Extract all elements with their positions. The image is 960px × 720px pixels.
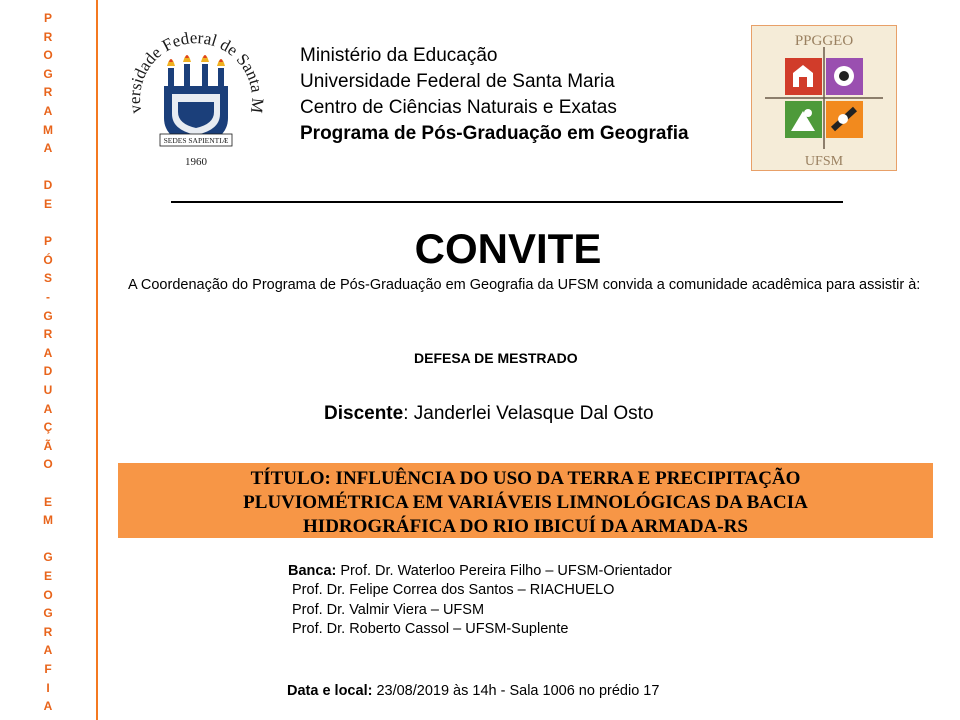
side-divider-line <box>96 0 98 720</box>
banner-letter: A <box>43 104 53 118</box>
committee-member: Prof. Dr. Waterloo Pereira Filho – UFSM-Orientador <box>336 563 672 579</box>
thesis-title-box <box>118 463 933 538</box>
thesis-title-line: TÍTULO: INFLUÊNCIA DO USO DA TERRA E PRECIPITAÇÃO <box>250 468 801 489</box>
committee <box>288 562 672 639</box>
committee-member: Prof. Dr. Valmir Viera – UFSM <box>292 601 485 618</box>
date-place-value: 23/08/2019 às 14h - Sala 1006 no prédio 17 <box>372 683 660 699</box>
banner-letter: P <box>43 11 52 25</box>
banner-letter: E <box>43 494 52 509</box>
committee-member: Prof. Dr. Felipe Correa dos Santos – RIACHUELO <box>292 582 615 599</box>
student-line <box>324 403 654 425</box>
banner-letter: F <box>44 662 52 676</box>
banner-letter: M <box>43 122 53 137</box>
institution-header <box>300 43 689 147</box>
thesis-title-line: HIDROGRÁFICA DO RIO IBICUÍ DA ARMADA-RS <box>303 516 748 537</box>
banner-letter: Ã <box>43 438 53 453</box>
invitation-title: CONVITE <box>414 225 602 272</box>
banner-letter: A <box>43 141 53 156</box>
university-seal <box>122 22 270 172</box>
logo-top-label: PPGGEO <box>794 33 854 49</box>
banner-letter: E <box>43 197 52 211</box>
center-line: Centro de Ciências Naturais e Exatas <box>300 97 617 118</box>
banner-letter: U <box>43 383 53 397</box>
seal-ring-text: versidade Federal de Santa M <box>124 28 268 115</box>
seal-year: 1960 <box>185 156 207 168</box>
banner-letter: D <box>43 364 53 379</box>
banner-letter: - <box>46 290 50 304</box>
banner-letter: G <box>43 550 53 565</box>
torch-icons <box>167 55 225 88</box>
banner-letter: I <box>46 680 50 695</box>
banner-letter: O <box>43 457 53 472</box>
side-banner <box>0 0 98 720</box>
ppggeo-logo <box>751 25 897 171</box>
thesis-title <box>118 467 933 539</box>
header-divider <box>171 201 843 203</box>
defense-type: DEFESA DE MESTRADO <box>414 350 578 366</box>
banner-letter: R <box>43 327 53 342</box>
university-line: Universidade Federal de Santa Maria <box>300 71 615 92</box>
banner-letter: O <box>43 48 53 63</box>
banner-letter: A <box>43 401 53 416</box>
program-line: Programa de Pós-Graduação em Geografia <box>300 123 689 144</box>
banner-letter: S <box>43 271 52 286</box>
seal-motto: SEDES SAPIENTIÆ <box>163 136 229 145</box>
banner-letter: Ó <box>43 252 53 267</box>
banner-letter: G <box>43 66 53 81</box>
thesis-title-line: PLUVIOMÉTRICA EM VARIÁVEIS LIMNOLÓGICAS DA BACIA <box>243 492 808 513</box>
banner-letter: M <box>43 513 53 528</box>
banner-letter: O <box>43 587 53 602</box>
banner-letter: E <box>43 569 52 583</box>
banner-letter: P <box>43 234 52 249</box>
student-name: : Janderlei Velasque Dal Osto <box>403 403 654 424</box>
student-label: Discente <box>324 403 404 424</box>
banner-letter: A <box>43 345 53 360</box>
date-and-place <box>287 683 659 699</box>
committee-label: Banca: <box>288 563 337 579</box>
banner-letter: R <box>43 29 53 44</box>
date-place-label: Data e local: <box>287 683 373 699</box>
banner-letter: G <box>43 308 53 323</box>
ministry-line: Ministério da Educação <box>300 45 498 66</box>
banner-letter: R <box>43 624 53 639</box>
committee-first-line <box>288 562 672 581</box>
banner-letter: Ç <box>43 420 53 435</box>
logo-bottom-label: UFSM <box>804 154 844 169</box>
banner-letter: G <box>43 606 53 621</box>
committee-member: Prof. Dr. Roberto Cassol – UFSM-Suplente <box>292 620 569 637</box>
banner-letter: D <box>43 178 53 193</box>
banner-letter: R <box>43 85 53 100</box>
banner-letter: A <box>43 643 53 658</box>
invitation-intro: A Coordenação do Programa de Pós-Graduação em Geografia da UFSM convida a comunidade acadêmica para assistir à: <box>128 277 921 293</box>
banner-letter: A <box>43 699 53 714</box>
